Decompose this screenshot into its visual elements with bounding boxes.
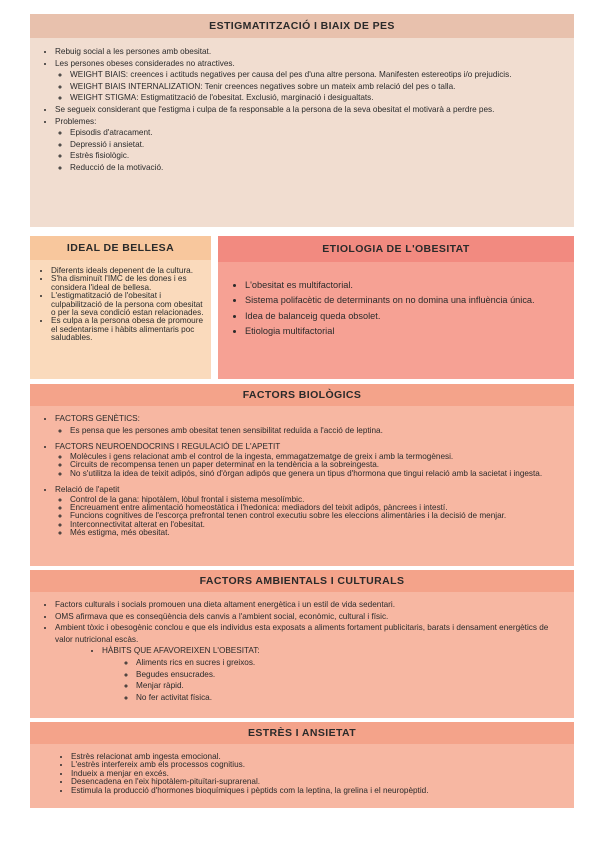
list-item: ◦ No s'utilitza la idea de teixit adipós, sinó d'òrgan adipós que genera un tipus d'hormona que tingui relació amb la sacietat i ingesta. (70, 470, 564, 478)
list-item: • Etiologia multifactorial (245, 324, 564, 339)
list-item: • Idea de balanceig queda obsolet. (245, 309, 564, 324)
list-item: • Sistema polifacètic de determinants on no domina una influència única. (245, 293, 564, 308)
list-item: • L'estigmatització de l'obesitat i culpabilització de la persona com obesitat o per la seva condició estan relacionades. (51, 292, 205, 317)
list-item: • L'obesitat es multifactorial. (245, 278, 564, 293)
list-item: ◦ Depressió i ansietat. (70, 139, 564, 151)
bio-title: FACTORS BIOLÒGICS (242, 389, 362, 401)
list-item: ◦ Estrès fisiològic. (70, 150, 564, 162)
etio-list (232, 278, 564, 340)
etio-title: ETIOLOGIA DE L'OBESITAT (322, 243, 470, 255)
list-item: ◦ Molècules i gens relacionat amb el control de la ingesta, emmagatzematge de greix i amb la termogènesi. (70, 453, 564, 461)
list-item: • Problemes: ◦ Episodis d'atracament. ◦ Depressió i ansietat. ◦ Estrès fisiològic. ◦ Reducció de la motivació. (55, 116, 564, 174)
list-item: • Se segueix considerant que l'estigma i culpa de fa responsable a la persona de la seva obesitat el motivarà a perdre pes. (55, 104, 564, 116)
env-header (30, 570, 574, 592)
stigma-title: ESTIGMATITZACIÓ I BIAIX DE PES (209, 20, 395, 32)
list-item: • Ambient tòxic i obesogènic conclou e que els individus esta exposats a aliments fortament publicitaris, barats i densament energètics de valor nutricional escàs. (55, 622, 564, 645)
env-title: FACTORS AMBIENTALS I CULTURALS (199, 575, 405, 587)
list-item: ◦ Begudes ensucrades. (136, 669, 564, 681)
stigma-header (30, 14, 574, 38)
bio-header (30, 384, 574, 406)
list-item: • Factors culturals i socials promouen una dieta altament energètica i un estil de vida sedentari. (55, 599, 564, 611)
list-item: • L'estrès interfereix amb els processos cognitius. (71, 761, 564, 769)
list-item: ◦ Circuits de recompensa tenen un paper determinat en la tendència a la sobreingesta. (70, 461, 564, 469)
list-item: ◦ Menjar ràpid. (136, 680, 564, 692)
list-item: ◦ Funcions cognitives de l'escorça prefrontal tenen control executiu sobre les eleccions alimentàries i la decisió de menjar. (70, 512, 564, 520)
list-item: • Es culpa a la persona obesa de promoure el sedentarisme i hàbits alimentaris poc saludables. (51, 317, 205, 342)
stress-body (30, 744, 574, 808)
list-item: • FACTORS NEUROENDOCRINS I REGULACIÓ DE L'APETIT ◦ Molècules i gens relacionat amb el control de la ingesta, emmagatzematge de greix i amb la termogènesi. ◦ Circuits de recompensa tenen un paper determinat en la tendència a la sobreingesta. ◦ No s'utilitza la idea de teixit adipós, sinó d'òrgan adipós que genera un tipus d'hormona que tingui relació amb la sacietat i ingesta. (55, 441, 564, 478)
list-item: • HÀBITS QUE AFAVOREIXEN L'OBESITAT: ◦ Aliments rics en sucres i greixos. ◦ Begudes ensucrades. ◦ Menjar ràpid. ◦ No fer activitat física. (102, 645, 564, 703)
list-item: ◦ Control de la gana: hipotàlem, lòbul frontal i sistema mesolímbic. (70, 496, 564, 504)
env-body (30, 592, 574, 718)
list-item: ◦ WEIGHT STIGMA: Estigmatització de l'obesitat. Exclusió, marginació i desigualtats. (70, 92, 564, 104)
list-item: • OMS afirmava que es conseqüència dels canvis a l'ambient social, econòmic, cultural i físic. (55, 611, 564, 623)
stigma-body (30, 38, 574, 227)
etio-header (218, 236, 574, 262)
list-item: • Estimula la producció d'hormones bioquímiques i pèptids com la leptina, la grelina i el neuropèptid. (71, 787, 564, 795)
list-item: ◦ Es pensa que les persones amb obesitat tenen sensibilitat reduïda a l'acció de leptina. (70, 425, 564, 437)
stress-header (30, 722, 574, 744)
stress-title: ESTRÈS I ANSIETAT (247, 727, 357, 739)
ideal-header (30, 236, 211, 260)
stress-list (58, 753, 564, 795)
bio-list (42, 413, 564, 538)
env-list (42, 599, 564, 645)
list-item: ◦ Episodis d'atracament. (70, 127, 564, 139)
list-item: ◦ Més estigma, més obesitat. (70, 529, 564, 537)
list-item: • Rebuig social a les persones amb obesitat. (55, 46, 564, 58)
bio-body (30, 406, 574, 566)
ideal-title: IDEAL DE BELLESA (66, 242, 175, 254)
ideal-body (30, 260, 211, 379)
list-item: ◦ Aliments rics en sucres i greixos. (136, 657, 564, 669)
list-item: • Relació de l'apetit ◦ Control de la gana: hipotàlem, lòbul frontal i sistema mesolímbic. ◦ Encreuament entre alimentació homeostàtica i l'hedonica: mediadors del teixit adipós, pàncrees i intestí. ◦ Funcions cognitives de l'escorça prefrontal tenen control executiu sobre les eleccions alimentàries i la decisió de menjar. ◦ Interconnectivitat alterat en l'obesitat. ◦ Més estigma, més obesitat. (55, 484, 564, 538)
list-item: • Diferents ideals depenent de la cultura. (51, 267, 205, 275)
list-item: ◦ No fer activitat física. (136, 692, 564, 704)
list-item: ◦ Interconnectivitat alterat en l'obesitat. (70, 521, 564, 529)
etio-body (218, 262, 574, 379)
list-item: ◦ WEIGHT BIAIS: creences i actituds negatives per causa del pes d'una altre persona. Manifesten estereotips i/o prejudicis. (70, 69, 564, 81)
list-item: ◦ Encreuament entre alimentació homeostàtica i l'hedonica: mediadors del teixit adipós, pàncrees i intestí. (70, 504, 564, 512)
ideal-list (38, 267, 205, 343)
list-item: • Les persones obeses considerades no atractives. ◦ WEIGHT BIAIS: creences i actituds negatives per causa del pes d'una altre persona. Manifesten estereotips i/o prejudicis. ◦ WEIGHT BIAIS INTERNALIZATION: Tenir creences negatives sobre un mateix amb relació del pes o talla. ◦ WEIGHT STIGMA: Estigmatització de l'obesitat. Exclusió, marginació i desigualtats. (55, 58, 564, 104)
list-item: • Desencadena en l'eix hipotàlem-pituïtari-suprarenal. (71, 778, 564, 786)
list-item: • Estrès relacionat amb ingesta emocional. (71, 753, 564, 761)
list-item: • Indueix a menjar en excés. (71, 770, 564, 778)
list-item: • S'ha disminuït l'IMC de les dones i es considera l'ideal de bellesa. (51, 275, 205, 292)
list-item: ◦ Reducció de la motivació. (70, 162, 564, 174)
list-item: ◦ WEIGHT BIAIS INTERNALIZATION: Tenir creences negatives sobre un mateix amb relació del pes o talla. (70, 81, 564, 93)
list-item: • FACTORS GENÈTICS: ◦ Es pensa que les persones amb obesitat tenen sensibilitat reduïda a l'acció de leptina. (55, 413, 564, 436)
stigma-list (42, 46, 564, 174)
habits-list (42, 645, 564, 703)
